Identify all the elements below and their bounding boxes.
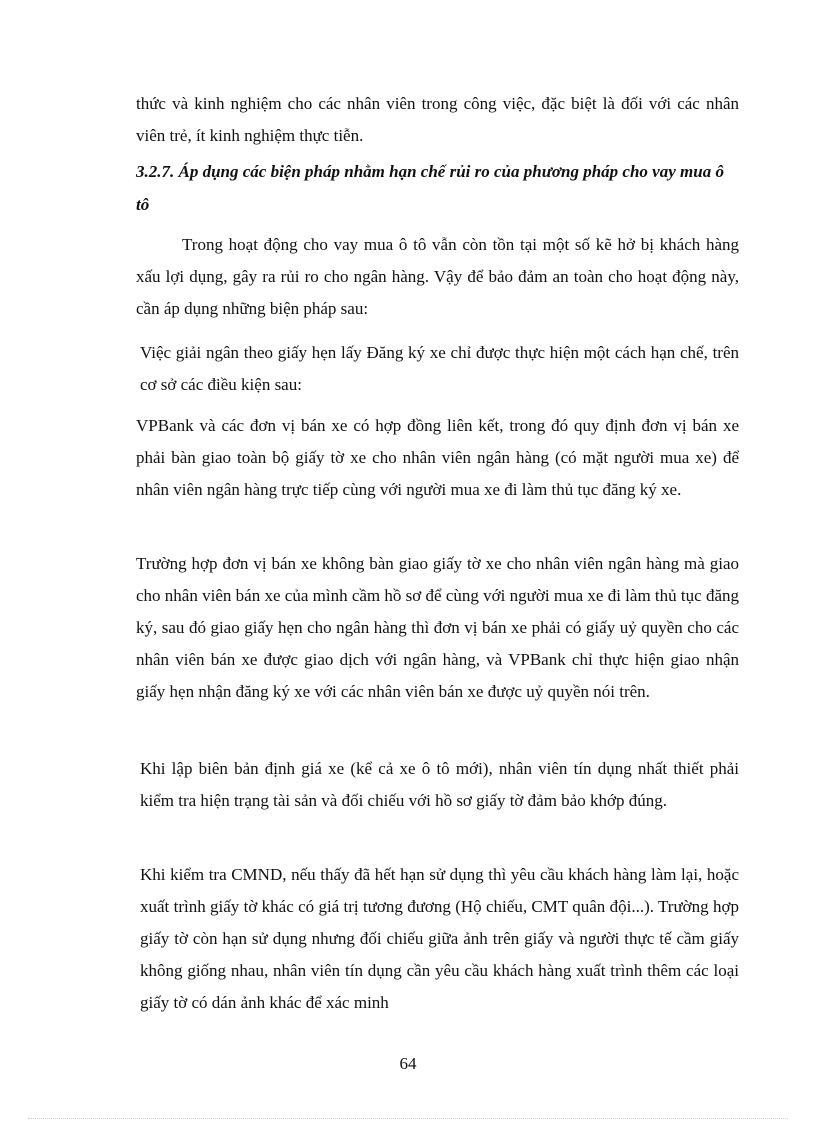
paragraph-vpbank-contract: VPBank và các đơn vị bán xe có hợp đồng liên kết, trong đó quy định đơn vị bán xe phải bàn giao toàn bộ giấy tờ xe cho nhân viên ngân hàng (có mặt người mua xe) để nhân viên ngân hàng trực tiếp cùng với người mua xe đi làm thủ tục đăng ký xe. (136, 416, 739, 499)
page-bottom-divider (28, 1118, 788, 1119)
paragraph-continuation: thức và kinh nghiệm cho các nhân viên trong công việc, đặc biệt là đối với các nhân viên trẻ, ít kinh nghiệm thực tiễn. (136, 94, 739, 145)
paragraph-condition-intro: Việc giải ngân theo giấy hẹn lấy Đăng ký xe chỉ được thực hiện một cách hạn chế, trên cơ sở các điều kiện sau: (140, 343, 739, 394)
section-heading: 3.2.7. Áp dụng các biện pháp nhằm hạn chế rủi ro của phương pháp cho vay mua ô tô (136, 162, 724, 214)
page-number: 64 (399, 1054, 417, 1073)
paragraph-id-check: Khi kiểm tra CMND, nếu thấy đã hết hạn sử dụng thì yêu cầu khách hàng làm lại, hoặc xuất trình giấy tờ khác có giá trị tương đương (Hộ chiếu, CMT quân đội...). Trường hợp giấy tờ còn hạn sử dụng nhưng đối chiếu giữa ảnh trên giấy và người thực tế cầm giấy không giống nhau, nhân viên tín dụng cần yêu cầu khách hàng xuất trình thêm các loại giấy tờ có dán ảnh khác để xác minh (140, 865, 739, 1012)
paragraph-valuation: Khi lập biên bản định giá xe (kể cả xe ô tô mới), nhân viên tín dụng nhất thiết phải kiểm tra hiện trạng tài sản và đối chiếu với hồ sơ giấy tờ đảm bảo khớp đúng. (140, 759, 739, 810)
paragraph-intro: Trong hoạt động cho vay mua ô tô vẫn còn tồn tại một số kẽ hở bị khách hàng xấu lợi dụng, gây ra rủi ro cho ngân hàng. Vậy để bảo đảm an toàn cho hoạt động này, cần áp dụng những biện pháp sau: (136, 235, 739, 318)
paragraph-seller-authorization: Trường hợp đơn vị bán xe không bàn giao giấy tờ xe cho nhân viên ngân hàng mà giao cho nhân viên bán xe của mình cầm hồ sơ để cùng với người mua xe đi làm thủ tục đăng ký, sau đó giao giấy hẹn cho ngân hàng thì đơn vị bán xe phải có giấy uỷ quyền cho các nhân viên bán xe được giao dịch với ngân hàng, và VPBank chỉ thực hiện giao nhận giấy hẹn nhận đăng ký xe với các nhân viên bán xe được uỷ quyền nói trên. (136, 554, 739, 701)
